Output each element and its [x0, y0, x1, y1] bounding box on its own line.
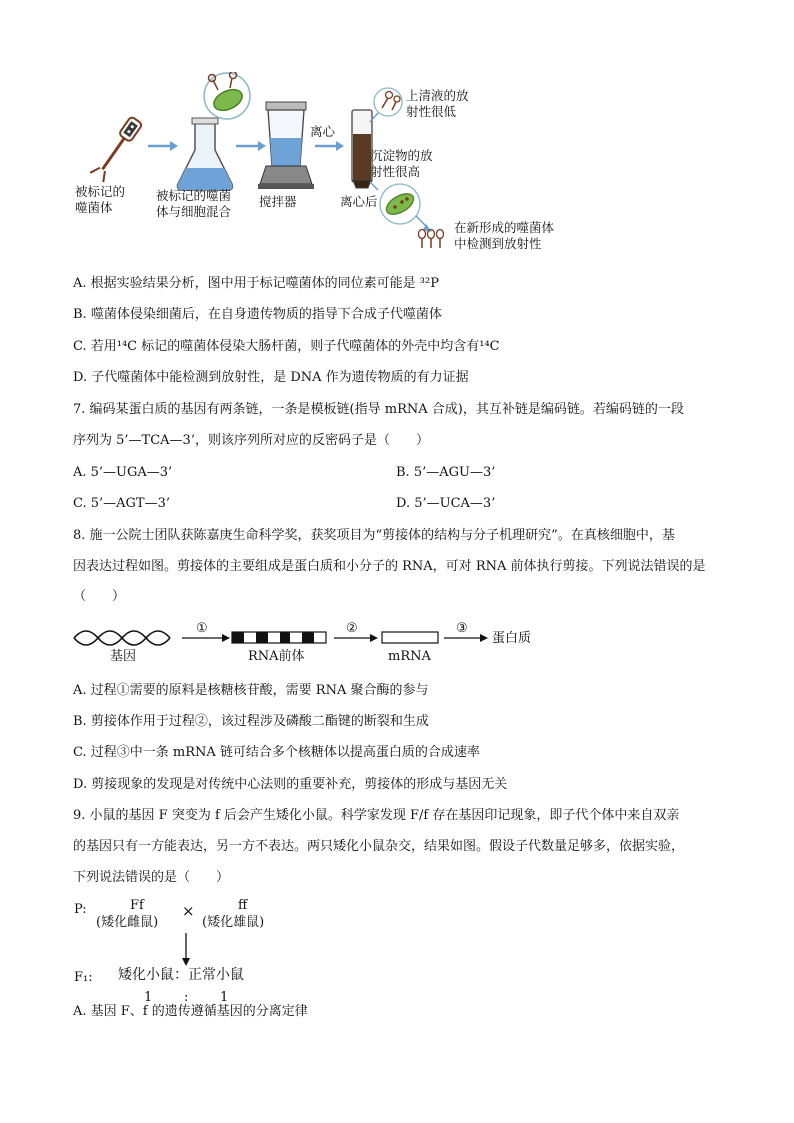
- label-new-phage: 在新形成的噬菌体 中检测到放射性: [454, 220, 555, 251]
- label-centrifuge: 离心: [310, 124, 336, 139]
- female-phenotype-label: (矮化雌鼠): [96, 915, 159, 930]
- ratio-colon: :: [184, 990, 189, 1005]
- male-genotype: ff: [238, 898, 248, 913]
- q9-stem-line-2: 的基因只有一方能表达，另一方不表达。两只矮化小鼠杂交，结果如图。假设子代数量足够多，依据实验，: [73, 839, 685, 854]
- q7-option-c: C. 5’—AGT—3’: [73, 496, 170, 511]
- q7-option-b: B. 5’—AGU—3’: [396, 465, 496, 480]
- dna-helix-icon: [74, 631, 170, 645]
- mrna-bar-icon: [382, 632, 438, 643]
- cross-f1-label: F₁:: [74, 970, 93, 985]
- ratio-normal: 1: [220, 990, 229, 1005]
- flask-icon: [178, 118, 233, 190]
- arrow-3-icon: [315, 141, 344, 151]
- q8-stem-line-3: （ ）: [73, 589, 126, 604]
- q7-option-d: D. 5’—UCA—3’: [396, 496, 496, 511]
- q8-option-d: D. 剪接现象的发现是对传统中心法则的重要补充，剪接体的形成与基因无关: [73, 777, 508, 792]
- q6-option-d: D. 子代噬菌体中能检测到放射性，是 DNA 作为遗传物质的有力证据: [73, 370, 469, 385]
- infected-bacterium-bubble-icon: [380, 184, 420, 224]
- label-step-3: ③: [456, 621, 468, 636]
- callout-line-precipitate: [370, 182, 378, 190]
- blender-icon: [258, 102, 314, 189]
- bacterium-bubble-icon: [204, 72, 250, 119]
- q8-stem-line-1: 8. 施一公院士团队获陈嘉庚生命科学奖，获奖项目为“剪接体的结构与分子机理研究”。在真核细胞中，基: [73, 528, 675, 543]
- gene-expression-diagram: [72, 620, 552, 668]
- gene-expression-svg: [72, 620, 552, 668]
- q6-option-b: B. 噬菌体侵染细菌后，在自身遗传物质的指导下合成子代噬菌体: [73, 307, 442, 322]
- rna-precursor-bar-icon: [232, 632, 326, 643]
- q7-stem-line-2: 序列为 5’—TCA—3’，则该序列所对应的反密码子是（ ）: [73, 433, 429, 448]
- q9-stem-line-3: 下列说法错误的是（ ）: [73, 870, 230, 885]
- genetic-cross-diagram: [74, 897, 314, 1005]
- label-step-1: ①: [196, 621, 208, 636]
- label-after-centrifuge: 离心后: [340, 194, 378, 209]
- q7-stem-line-1: 7. 编码某蛋白质的基因有两条链，一条是模板链(指导 mRNA 合成)，其互补链是编码链。若编码链的一段: [73, 402, 684, 417]
- label-rna-precursor: RNA前体: [248, 649, 305, 664]
- q8-option-a: A. 过程①需要的原料是核糖核苷酸，需要 RNA 聚合酶的参与: [73, 683, 429, 698]
- q7-option-a: A. 5’—UGA—3’: [73, 465, 173, 480]
- q8-option-b: B. 剪接体作用于过程②，该过程涉及磷酸二酯键的断裂和生成: [73, 714, 429, 729]
- phage-experiment-figure: [70, 72, 630, 262]
- q8-option-c: C. 过程③中一条 mRNA 链可结合多个核糖体以提高蛋白质的合成速率: [73, 745, 480, 760]
- cross-times-symbol: ×: [182, 902, 195, 920]
- label-mrna: mRNA: [388, 649, 431, 664]
- centrifuge-tube-icon: [352, 110, 372, 188]
- label-step-2: ②: [346, 621, 358, 636]
- label-labelled-phage: 被标记的 噬菌体: [75, 184, 126, 215]
- label-protein: 蛋白质: [492, 631, 532, 646]
- q9-option-a: A. 基因 F、f 的遗传遵循基因的分离定律: [73, 1004, 308, 1019]
- f1-phenotypes: 矮化小鼠：正常小鼠: [118, 967, 244, 983]
- arrow-2-icon: [236, 141, 266, 151]
- cross-down-arrow-icon: [180, 933, 192, 967]
- cross-p-label: P:: [74, 902, 87, 917]
- label-precipitate: 沉淀物的放 射性很高: [370, 148, 433, 179]
- label-supernatant: 上清液的放 射性很低: [406, 88, 469, 119]
- q6-option-a: A. 根据实验结果分析，图中用于标记噬菌体的同位素可能是 ³²P: [73, 276, 439, 291]
- q6-option-c: C. 若用¹⁴C 标记的噬菌体侵染大肠杆菌，则子代噬菌体的外壳中均含有¹⁴C: [73, 339, 500, 354]
- supernatant-phage-bubble-icon: [374, 88, 402, 116]
- male-phenotype-label: (矮化雄鼠): [202, 915, 265, 930]
- new-phages-icon: [419, 230, 444, 249]
- female-genotype: Ff: [130, 898, 144, 913]
- label-mix: 被标记的噬菌 体与细胞混合: [156, 188, 232, 219]
- labelled-phage-icon: [90, 116, 143, 183]
- q8-stem-line-2: 因表达过程如图。剪接体的主要组成是蛋白质和小分子的 RNA，可对 RNA 前体执行剪接。下列说法错误的是: [73, 559, 706, 574]
- label-blender: 搅拌器: [259, 194, 297, 209]
- label-gene: 基因: [110, 649, 137, 664]
- ratio-dwarf: 1: [144, 990, 153, 1005]
- q9-stem-line-1: 9. 小鼠的基因 F 突变为 f 后会产生矮化小鼠。科学家发现 F/f 存在基因印记现象，即子代个体中来自双亲: [73, 808, 680, 823]
- arrow-1-icon: [148, 141, 178, 151]
